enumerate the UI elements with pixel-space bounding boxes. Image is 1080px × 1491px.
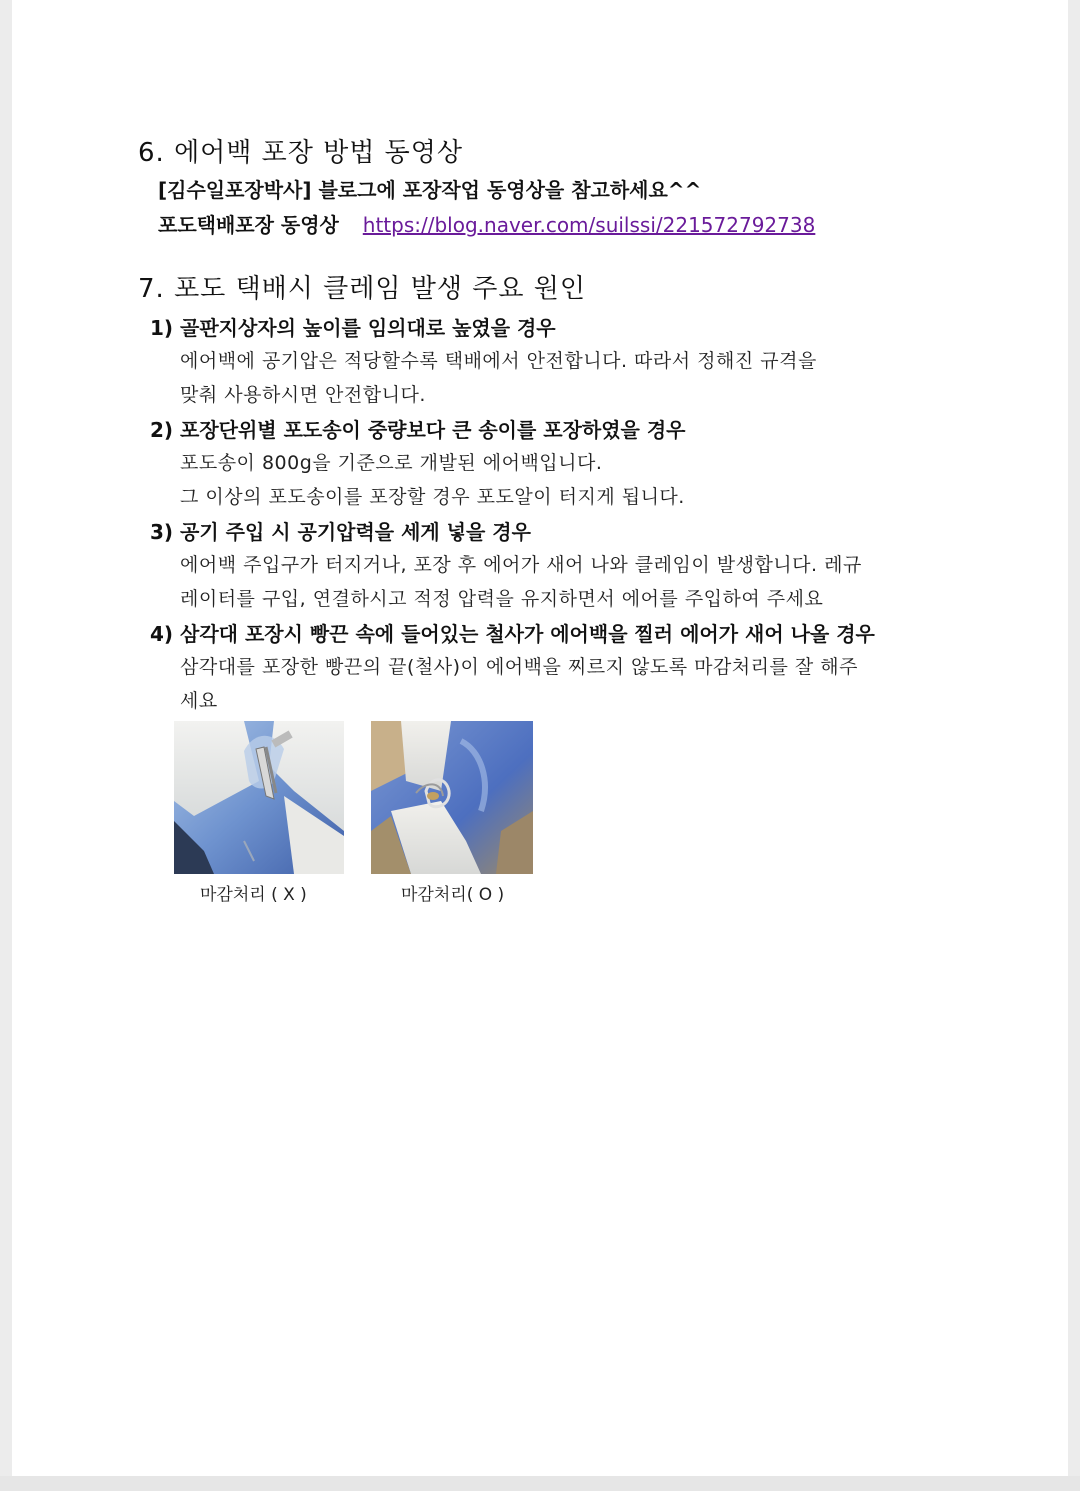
video-link[interactable]: https://blog.naver.com/suilssi/221572792738 [362,213,816,237]
section6-title: 6. 에어백 포장 방법 동영상 [138,138,464,168]
cause-1-line-2: 맞춰 사용하시면 안전합니다. [180,384,426,406]
video-label: 포도택배포장 동영상 [158,213,339,237]
cause-1-heading: 1) 골판지상자의 높이를 임의대로 높였을 경우 [150,316,556,340]
cause-3-heading: 3) 공기 주입 시 공기압력을 세게 넣을 경우 [150,520,531,544]
cause-4-line-2: 세요 [180,690,218,712]
cause-4-line-1: 삼각대를 포장한 빵끈의 끝(철사)이 에어백을 찌르지 않도록 마감처리를 잘 해주 [180,656,859,678]
photo-finish-bad [174,721,344,874]
photo-finish-bad-image [174,721,344,874]
cause-2-line-2: 그 이상의 포도송이를 포장할 경우 포도알이 터지게 됩니다. [180,486,685,508]
photo-finish-good-image [371,721,533,874]
photo-caption-bad: 마감처리 ( X ) [200,885,307,905]
section6-video-line [158,209,815,238]
cause-2-heading: 2) 포장단위별 포도송이 중량보다 큰 송이를 포장하였을 경우 [150,418,686,442]
bottom-bar [0,1476,1080,1491]
section6-blog-note: [김수일포장박사] 블로그에 포장작업 동영상을 참고하세요^^ [158,178,702,202]
photo-finish-good [371,721,533,874]
cause-4-heading: 4) 삼각대 포장시 빵끈 속에 들어있는 철사가 에어백을 찔러 에어가 새어 나올 경우 [150,622,875,646]
document-page [12,0,1068,1476]
cause-3-line-1: 에어백 주입구가 터지거나, 포장 후 에어가 새어 나와 클레임이 발생합니다. 레규 [180,554,862,576]
cause-3-line-2: 레이터를 구입, 연결하시고 적정 압력을 유지하면서 에어를 주입하여 주세요 [180,588,824,610]
cause-2-line-1: 포도송이 800g을 기준으로 개발된 에어백입니다. [180,452,603,474]
photo-caption-good: 마감처리( O ) [401,885,505,905]
section7-title: 7. 포도 택배시 클레임 발생 주요 원인 [138,274,587,304]
cause-1-line-1: 에어백에 공기압은 적당할수록 택배에서 안전합니다. 따라서 정해진 규격을 [180,350,817,372]
